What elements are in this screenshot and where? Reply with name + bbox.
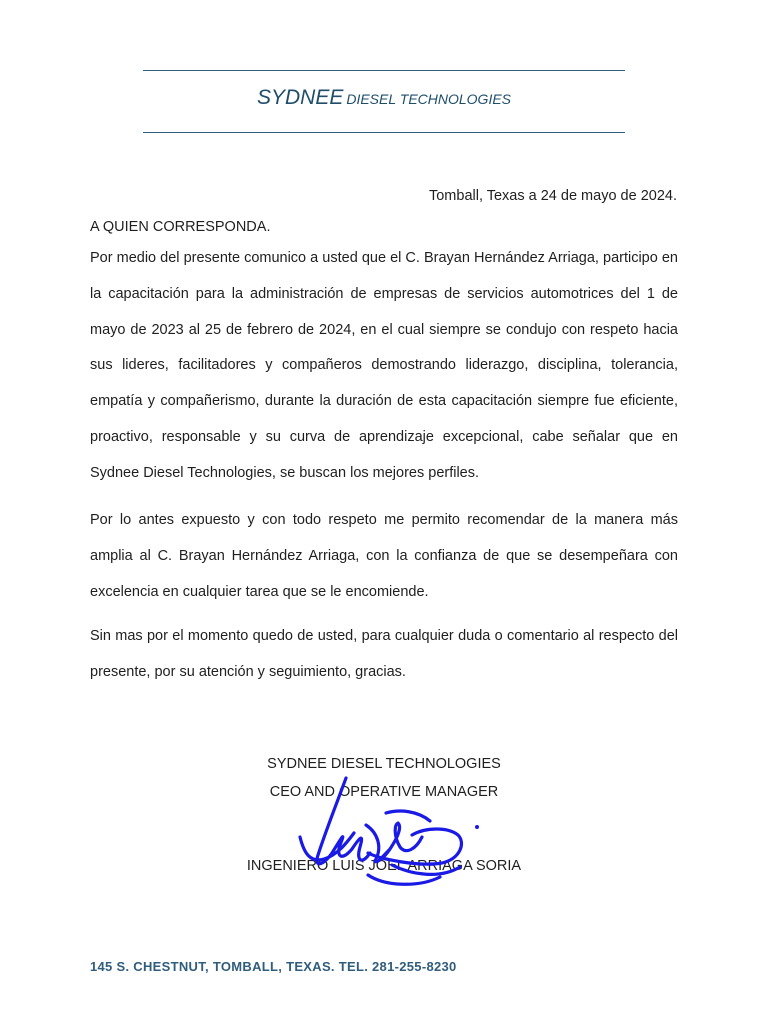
- signature-name: INGENIERO LUIS JOEL ARRIAGA SORIA: [246, 858, 522, 874]
- brand-sub: DIESEL TECHNOLOGIES: [346, 91, 512, 107]
- brand-main: SYDNEE: [256, 86, 344, 109]
- body-paragraph-2: Por lo antes expuesto y con todo respeto me permito recomendar de la manera más amplia al C. Brayan Hernández Arriaga, con la confianza de que se desempeñara con excelencia en cualquier tarea que se le encomiende.: [90, 512, 678, 600]
- header-top-rule: [143, 70, 625, 71]
- signature-title: CEO AND OPERATIVE MANAGER: [269, 784, 499, 800]
- header-bottom-rule: [143, 132, 625, 133]
- company-logo: [0, 86, 768, 110]
- letter-date: Tomball, Texas a 24 de mayo de 2024.: [428, 188, 677, 204]
- body-paragraph-1: Por medio del presente comunico a usted que el C. Brayan Hernández Arriaga, participo en la capacitación para la administración de empresas de servicios automotrices del 1 de mayo de 2023 al 25 de febrero de 2024, en el cual siempre se condujo con respeto hacia sus lideres, facilitadores y compañeros demostrando liderazgo, disciplina, tolerancia, empatía y compañerismo, durante la duración de esta capacitación siempre fue eficiente, proactivo, responsable y su curva de aprendizaje excepcional, cabe señalar que en Sydnee Diesel Technologies, se buscan los mejores perfiles.: [90, 250, 678, 481]
- signature-company: SYDNEE DIESEL TECHNOLOGIES: [267, 756, 501, 772]
- letter-salutation: A QUIEN CORRESPONDA.: [90, 219, 271, 235]
- footer-address: 145 S. CHESTNUT, TOMBALL, TEXAS. TEL. 281-255-8230: [90, 959, 457, 974]
- handwritten-signature: [290, 775, 490, 890]
- body-paragraph-3: Sin mas por el momento quedo de usted, para cualquier duda o comentario al respecto del presente, por su atención y seguimiento, gracias.: [90, 628, 678, 680]
